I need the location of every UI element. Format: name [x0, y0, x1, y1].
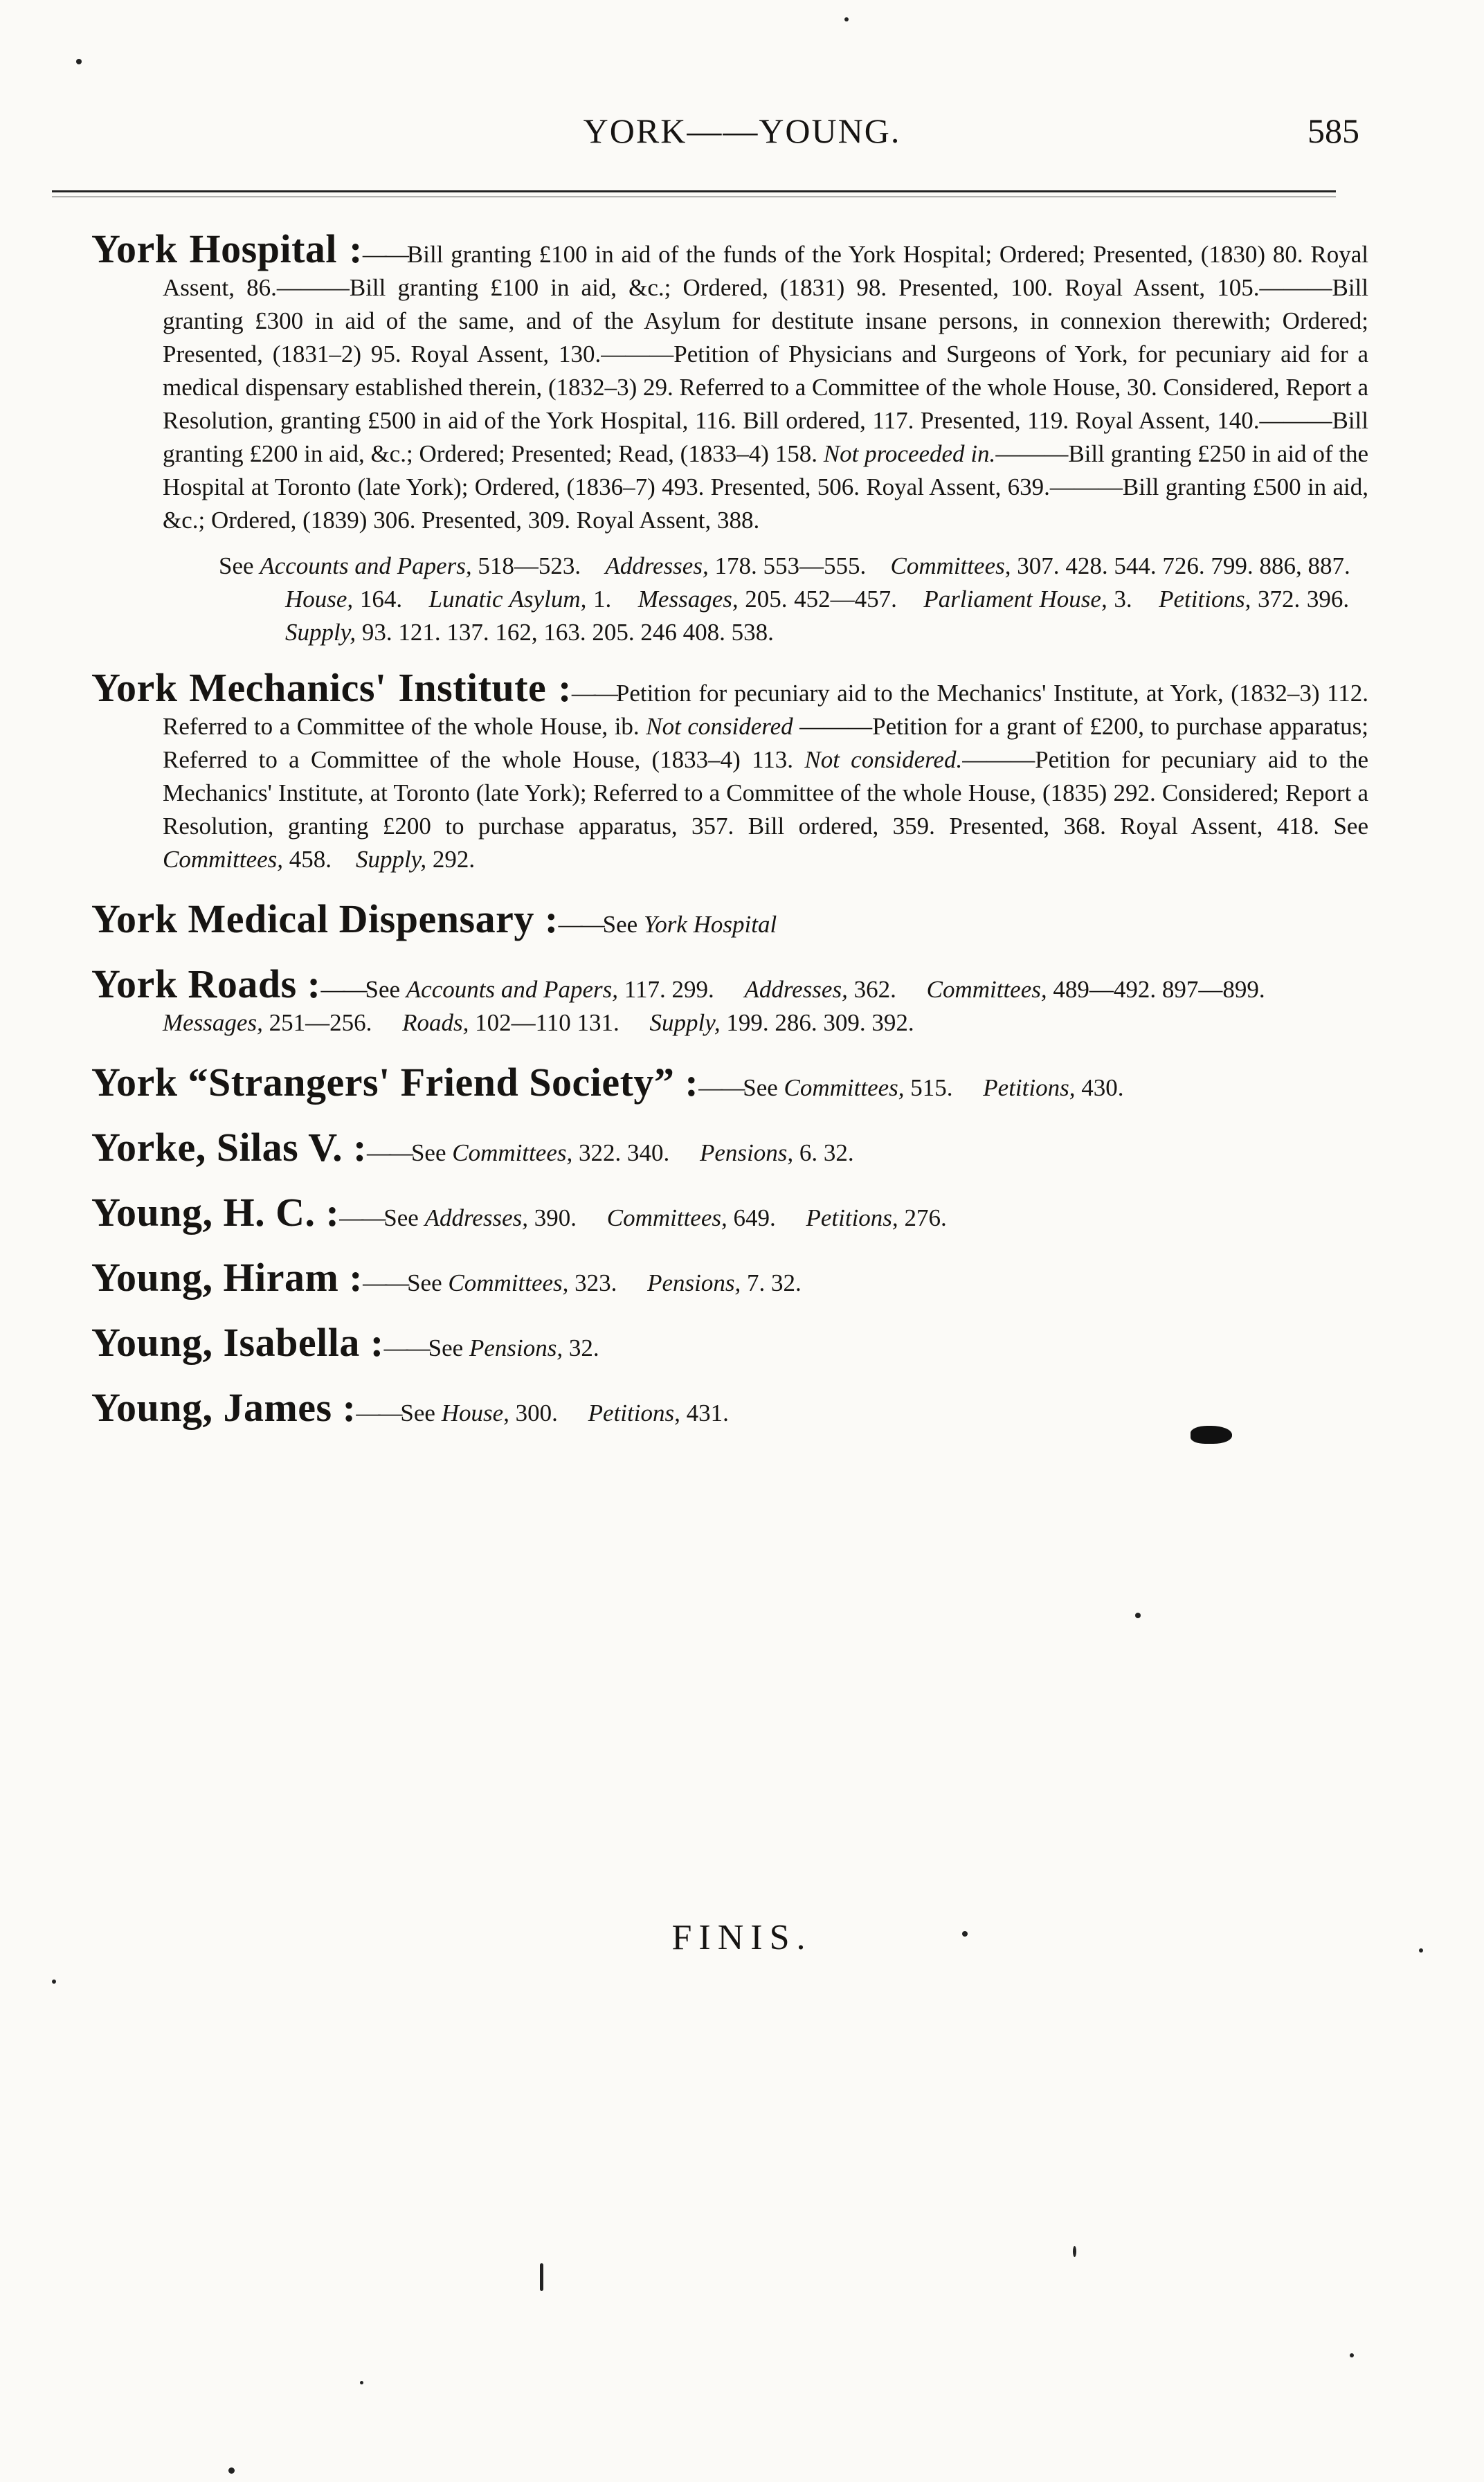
ref-label: Messages, [163, 1009, 263, 1036]
entry-heading: York Medical Dispensary : [91, 896, 559, 941]
see-label: See [410, 1139, 446, 1166]
index-entry-young-hiram: Young, Hiram :——See Committees, 323. Pensions, 7. 32. [91, 1255, 802, 1300]
entry-text-italic: Supply, [356, 846, 427, 873]
ref-pages: 372. 396. [1257, 586, 1350, 613]
ref-pages: 102—110 131. [475, 1009, 619, 1036]
see-label: See [400, 1399, 435, 1426]
ref-label: York Hospital [643, 911, 777, 938]
ref-label: Supply, [649, 1009, 721, 1036]
ref-pages: 32. [568, 1334, 599, 1361]
see-label: See [407, 1269, 442, 1296]
ref-pages: 307. 428. 544. 726. 799. 886, 887. [1017, 552, 1350, 579]
entry-heading: York Hospital : [91, 226, 363, 271]
ref-pages: 3. [1114, 586, 1132, 613]
scan-speck [1419, 1948, 1423, 1953]
ref-label: Committees, [606, 1204, 727, 1231]
ref-label: Committees, [784, 1074, 905, 1101]
ref-label: Accounts and Papers, [260, 552, 472, 579]
ref-label: Pensions, [647, 1269, 741, 1296]
ref-pages: 390. [534, 1204, 577, 1231]
ref-label: Lunatic Asylum, [428, 586, 587, 613]
entry-text: ———Petition for a grant of £200, to purchase apparatus; Referred to a Committee of the whole House, (1833–4) 113. [163, 713, 1369, 773]
entry-text-italic: Not considered. [804, 746, 963, 773]
ref-label: Petitions, [1159, 586, 1251, 613]
entry-text: 292. [432, 846, 476, 873]
entry-heading: Young, James : [91, 1385, 356, 1430]
ref-pages: 300. [515, 1399, 558, 1426]
ref-pages: 199. 286. 309. 392. [726, 1009, 914, 1036]
see-label: See [428, 1334, 464, 1361]
entry-heading: Young, H. C. : [91, 1190, 340, 1235]
entry-heading: Young, Hiram : [91, 1255, 363, 1300]
ref-pages: 205. 452—457. [745, 586, 897, 613]
entry-text: ———Petition for pecuniary aid to the Mechanics' Institute, at Toronto (late York); Referred to a Committee of the whole House, (1835) 292. Considered; Report a Resolution, granting £200 to purchase apparatus, 357. Bill ordered, 359. Presented, 368. Royal Assent, 418. See [163, 746, 1369, 840]
ref-pages: 362. [853, 976, 896, 1003]
entry-text-italic: Not proceeded in. [823, 440, 996, 467]
index-entry-yorke-silas: Yorke, Silas V. :——See Committees, 322. 340. Pensions, 6. 32. [91, 1125, 854, 1170]
entry-heading: York Roads : [91, 961, 321, 1006]
ref-label: Supply, [285, 619, 356, 646]
ref-label: Messages, [637, 586, 739, 613]
ref-label: House, [285, 586, 354, 613]
see-also-block [91, 550, 1368, 649]
finis-text: FINIS. [671, 1918, 813, 1957]
entry-text-italic: Not considered [646, 713, 793, 740]
ref-label: Pensions, [469, 1334, 563, 1361]
ref-label: Addresses, [605, 552, 709, 579]
ref-pages: 164. [359, 586, 403, 613]
ink-blot [1191, 1426, 1232, 1444]
ref-label: Petitions, [806, 1204, 898, 1231]
index-entry-young-isabella: Young, Isabella :——See Pensions, 32. [91, 1320, 599, 1365]
ref-label: Addresses, [424, 1204, 528, 1231]
scan-speck [360, 2381, 363, 2384]
index-entry-york-medical-dispensary: York Medical Dispensary :——See York Hospital [91, 896, 777, 941]
scan-speck [1135, 1613, 1141, 1618]
ref-pages: 323. [574, 1269, 617, 1296]
scan-speck [1073, 2246, 1076, 2257]
index-entry-york-roads: York Roads :——See Accounts and Papers, 117. 299. Addresses, 362. Committees, 489—492. 897—899. Messages, 251—256. Roads, 102—110 131. Supply, 199. 286. 309. 392. [91, 961, 1265, 1036]
see-label: See [383, 1204, 419, 1231]
entry-heading: York Mechanics' Institute : [91, 665, 572, 710]
page-number: 585 [1307, 111, 1359, 150]
scan-speck [76, 59, 82, 64]
scan-speck [1350, 2353, 1354, 2357]
ref-label: House, [441, 1399, 509, 1426]
entry-text: ———Bill granting £250 in aid of the Hospital at Toronto (late York); Ordered, (1836–7) 493. Presented, 506. Royal Assent, 639.———Bill granting £500 in aid, &c.; Ordered, (1839) 306. Presented, 309. Royal Assent, 388. [163, 440, 1369, 534]
ref-label: Petitions, [588, 1399, 680, 1426]
ref-pages: 515. [910, 1074, 953, 1101]
ref-label: Committees, [890, 552, 1011, 579]
ref-pages: 93. 121. 137. 162, 163. 205. 246 408. 538. [361, 619, 774, 646]
entry-text-italic: Committees, [163, 846, 284, 873]
index-entry-york-mechanics-institute: York Mechanics' Institute :——Petition for pecuniary aid to the Mechanics' Institute, at York, (1832–3) 112. Referred to a Committee of the whole House, ib. Not considered ———Petition for a grant of £200, to purchase apparatus; Referred to a Committee of the whole House, (1833–4) 113. Not considered.———Petition for pecuniary aid to the Mechanics' Institute, at Toronto (late York); Referred to a Committee of the whole House, (1835) 292. Considered; Report a Resolution, granting £200 to purchase apparatus, 357. Bill ordered, 359. Presented, 368. Royal Assent, 418. See Committees, 458. Supply, 292. [91, 665, 1369, 873]
ref-pages: 7. 32. [747, 1269, 802, 1296]
scan-speck [540, 2263, 543, 2291]
ref-label: Roads, [402, 1009, 469, 1036]
index-entries [91, 228, 1368, 1430]
ref-pages: 322. 340. [579, 1139, 670, 1166]
entry-heading: York “Strangers' Friend Society” : [91, 1060, 699, 1105]
see-label: See [365, 976, 401, 1003]
index-entry-young-hc: Young, H. C. :——See Addresses, 390. Committees, 649. Petitions, 276. [91, 1190, 947, 1235]
ref-label: Pensions, [700, 1139, 794, 1166]
ref-label: Committees, [448, 1269, 569, 1296]
index-entry-york-hospital: York Hospital :——Bill granting £100 in aid of the funds of the York Hospital; Ordered; Presented, (1830) 80. Royal Assent, 86.———Bill granting £100 in aid, &c.; Ordered, (1831) 98. Presented, 100. Royal Assent, 105.———Bill granting £300 in aid of the same, and of the Asylum for destitute insane persons, in connexion therewith; Ordered; Presented, (1831–2) 95. Royal Assent, 130.———Petition of Physicians and Surgeons of York, for pecuniary aid for a medical dispensary established therein, (1832–3) 29. Referred to a Committee of the whole House, 30. Considered, Report a Resolution, granting £500 in aid of the York Hospital, 116. Bill ordered, 117. Presented, 119. Royal Assent, 140.———Bill granting £200 in aid, &c.; Ordered; Presented; Read, (1833–4) 158. Not proceeded in.———Bill granting £250 in aid of the Hospital at Toronto (late York); Ordered, (1836–7) 493. Presented, 506. Royal Assent, 639.———Bill granting £500 in aid, &c.; Ordered, (1839) 306. Presented, 309. Royal Assent, 388. See Accounts and Papers, 518—523. Addresses, 178. 553—555. Committees, 307. 428. 544. 726. 799. 886, 887. House, 164. Lunatic Asylum, 1. Messages, 205. 452—457. Parliament House, 3. Petitions, 372. 396. Supply, 93. 121. 137. 162, 163. 205. 246 408. 538. [91, 228, 1368, 649]
ref-pages: 649. [733, 1204, 776, 1231]
index-entry-strangers-friend-society: York “Strangers' Friend Society” :——See Committees, 515. Petitions, 430. [91, 1060, 1124, 1105]
ref-pages: 518—523. [478, 552, 581, 579]
ref-pages: 178. 553—555. [714, 552, 867, 579]
header-rule [52, 190, 1336, 192]
scan-speck [844, 17, 849, 21]
ref-pages: 6. 32. [799, 1139, 854, 1166]
scan-speck [52, 1980, 56, 1984]
ref-label: Petitions, [983, 1074, 1076, 1101]
entry-heading: Yorke, Silas V. : [91, 1125, 367, 1170]
see-label: See [602, 911, 638, 938]
ref-pages: 430. [1081, 1074, 1124, 1101]
see-label: See [219, 552, 254, 579]
entry-text: Petition for pecuniary aid to the Mechanics' Institute, at York, (1832–3) 112. Referred to a Committee of the whole House, ib. [163, 680, 1369, 740]
ref-pages: 117. 299. [624, 976, 714, 1003]
ref-label: Committees, [926, 976, 1047, 1003]
see-label: See [743, 1074, 778, 1101]
scan-speck [962, 1931, 968, 1937]
ref-pages: 276. [904, 1204, 947, 1231]
scan-speck [228, 2467, 235, 2474]
ref-label: Accounts and Papers, [406, 976, 618, 1003]
index-entry-young-james: Young, James :——See House, 300. Petitions, 431. [91, 1385, 729, 1430]
entry-text: 458. [289, 846, 332, 873]
entry-text: Bill granting £100 in aid of the funds of the York Hospital; Ordered; Presented, (1830) 80. Royal Assent, 86.———Bill granting £100 in aid, &c.; Ordered, (1831) 98. Presented, 100. Royal Assent, 105.———Bill granting £300 in aid of the same, and of the Asylum for destitute insane persons, in connexion therewith; Ordered; Presented, (1831–2) 95. Royal Assent, 130.———Petition of Physicians and Surgeons of York, for pecuniary aid for a medical dispensary established therein, (1832–3) 29. Referred to a Committee of the whole House, 30. Considered, Report a Resolution, granting £500 in aid of the York Hospital, 116. Bill ordered, 117. Presented, 119. Royal Assent, 140.———Bill granting £200 in aid, &c.; Ordered; Presented; Read, (1833–4) 158. [163, 241, 1368, 467]
ref-pages: 431. [686, 1399, 729, 1426]
ref-pages: 251—256. [269, 1009, 372, 1036]
ref-pages: 1. [592, 586, 612, 613]
ref-label: Committees, [452, 1139, 573, 1166]
running-header [0, 104, 1484, 159]
entry-heading: Young, Isabella : [91, 1320, 384, 1365]
ref-label: Addresses, [744, 976, 848, 1003]
running-title: YORK——YOUNG. [583, 111, 901, 150]
ref-pages: 489—492. 897—899. [1053, 976, 1265, 1003]
ref-label: Parliament House, [923, 586, 1107, 613]
